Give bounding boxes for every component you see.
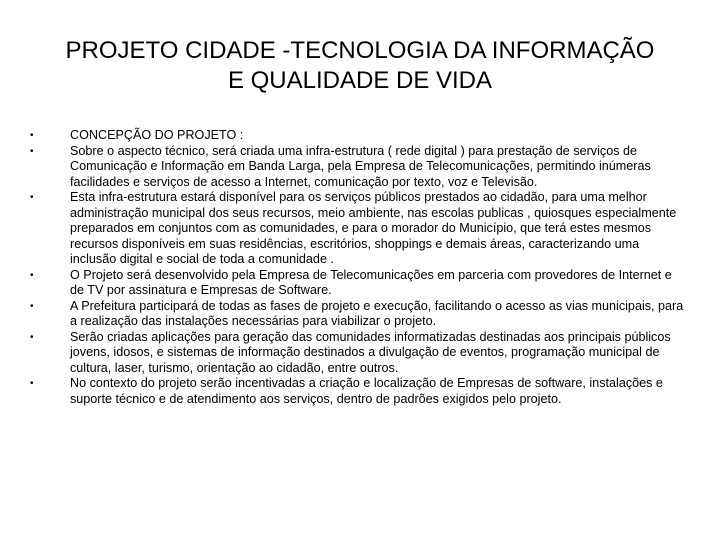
slide-title (40, 36, 680, 96)
bullet-text: O Projeto será desenvolvido pela Empresa de Telecomunicações em parceria com provedores de Internet e de TV por assinatura e Empresas de Software. (70, 267, 672, 297)
bullet-text: A Prefeitura participará de todas as fases de projeto e execução, facilitando o acesso as vias municipais, para a realização das instalações necessárias para viabilizar o projeto. (70, 298, 684, 328)
bullet-text: Esta infra-estrutura estará disponível para os serviços públicos prestados ao cidadão, para uma melhor administração municipal dos seus recursos, meio ambiente, nas escolas publicas , quiosques especialmente preparados em conjuntos com as comunidades, e para o morador do Município, que terá estes mesmos recursos disponíveis em suas residências, escritórios, shoppings e demais áreas, caracterizando uma inclusão digital e social de toda a comunidade . (70, 190, 677, 266)
bullet-list (30, 128, 685, 407)
bullet-item-concepcao (30, 128, 685, 144)
bullet-dot-icon: • (30, 145, 34, 157)
bullet-dot-icon: • (30, 378, 34, 389)
bullet-item-prefeitura (30, 299, 685, 330)
slide-title-line-2: E QUALIDADE DE VIDA (227, 67, 493, 94)
bullet-item-aplicacoes (30, 330, 685, 377)
bullet-item-infra-estrutura (30, 190, 685, 268)
bullet-dot-icon: • (30, 331, 34, 343)
bullet-text: No contexto do projeto serão incentivadas a criação e localização de Empresas de software, instalações e suporte técnico e de atendimento aos serviços, dentro de padrões exigidos pelo projeto. (70, 376, 663, 406)
bullet-dot-icon: • (30, 130, 34, 141)
bullet-item-aspecto-tecnico (30, 144, 685, 191)
bullet-item-empresas-software (30, 376, 685, 407)
bullet-text: Sobre o aspecto técnico, será criada uma infra-estrutura ( rede digital ) para prestação de serviços de Comunicação e Informação em Banda Larga, pela Empresa de Telecomunicações, permitindo inúmeras facilidades e serviços de acesso a Internet, comunicação por texto, voz e Televisão. (70, 143, 651, 189)
bullet-dot-icon: • (30, 269, 34, 281)
slide-title-line-1: PROJETO CIDADE -TECNOLOGIA DA INFORMAÇÃO (65, 37, 655, 64)
bullet-dot-icon: • (30, 192, 34, 203)
bullet-item-desenvolvimento (30, 268, 685, 299)
bullet-dot-icon: • (30, 300, 34, 312)
bullet-text: CONCEPÇÃO DO PROJETO : (70, 128, 244, 142)
bullet-text: Serão criadas aplicações para geração das comunidades informatizadas destinadas aos principais públicos jovens, idosos, e sistemas de informação destinados a divulgação de eventos, programação municipal de cultura, laser, turismo, orientação ao cidadão, entre outros. (70, 329, 671, 375)
